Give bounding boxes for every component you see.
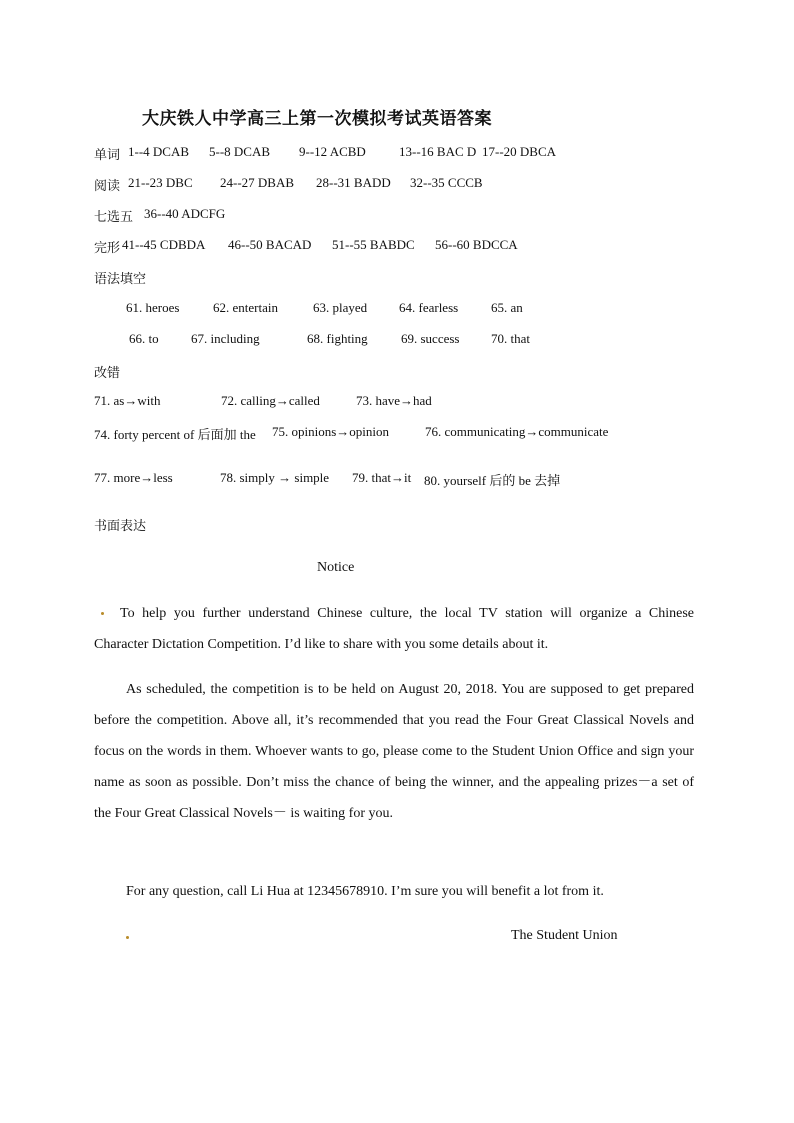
vocab-label: 单词	[94, 148, 121, 163]
grammar-answer: 63. played	[313, 300, 368, 315]
notice-heading: Notice	[317, 560, 355, 575]
grammar-answer: 69. success	[401, 331, 460, 346]
grammar-answer: 70. that	[491, 331, 530, 346]
grammar-answer: 66. to	[129, 331, 159, 346]
reading-label: 阅读	[94, 179, 121, 194]
grammar-answer: 67. including	[191, 331, 260, 346]
reading-answer: 32--35 CCCB	[410, 175, 483, 190]
reading-answer: 28--31 BADD	[316, 175, 391, 190]
cloze-answer: 51--55 BABDC	[332, 237, 415, 252]
notice-signature: The Student Union	[511, 928, 618, 943]
correction-item: 80. yourself 后的 be 去掉	[424, 473, 561, 488]
vocab-answer: 1--4 DCAB	[128, 144, 190, 159]
cloze-answer: 46--50 BACAD	[228, 237, 312, 252]
grammar-answer: 65. an	[491, 300, 523, 315]
correction-item: 73. have→had	[356, 393, 432, 408]
correction-item: 75. opinions→opinion	[272, 424, 390, 439]
vocab-answer: 9--12 ACBD	[299, 144, 366, 159]
correction-label: 改错	[94, 366, 121, 381]
cloze-label: 完形	[94, 241, 121, 256]
notice-paragraph-3: For any question, call Li Hua at 12345678910. I’m sure you will benefit a lot from it.	[126, 884, 604, 899]
grammar-answer: 64. fearless	[399, 300, 459, 315]
correction-item: 71. as→with	[94, 393, 161, 408]
vocab-answer: 5--8 DCAB	[209, 144, 271, 159]
correction-item: 77. more→less	[94, 470, 173, 485]
writing-label: 书面表达	[94, 519, 147, 534]
vocab-answer: 13--16 BAC D	[399, 144, 477, 159]
vocab-answer: 17--20 DBCA	[482, 144, 557, 159]
reading-answer: 21--23 DBC	[128, 175, 193, 190]
grammar-answer: 62. entertain	[213, 300, 278, 315]
correction-item: 76. communicating→communicate	[425, 424, 609, 439]
correction-item: 78. simply → simple	[220, 470, 330, 485]
notice-paragraph-1: To help you further understand Chinese culture, the local TV station will organize a Chinese Character Dictation Competition. I’d like to share with you some details about it.	[94, 606, 694, 652]
grammar-answer: 61. heroes	[126, 300, 180, 315]
grammar-answer: 68. fighting	[307, 331, 368, 346]
correction-item: 74. forty percent of 后面加 the	[94, 427, 256, 442]
cloze-answer: 41--45 CDBDA	[122, 237, 206, 252]
cloze-answer: 56--60 BDCCA	[435, 237, 518, 252]
notice-paragraph-2: As scheduled, the competition is to be held on August 20, 2018. You are supposed to get prepared before the competition. Above all, it’s recommended that you read the Four Great Classical Novels and focus on the words in them. Whoever wants to go, please come to the Student Union Office and sign your name as soon as possible. Don’t miss the chance of being the winner, and the appealing prizes－a set of the Four Great Classical Novels－ is waiting for you.	[94, 682, 694, 821]
correction-item: 79. that→it	[352, 470, 412, 485]
ink-speck	[126, 936, 129, 939]
grammar-label: 语法填空	[94, 272, 147, 287]
reading-answer: 24--27 DBAB	[220, 175, 295, 190]
correction-item: 72. calling→called	[221, 393, 320, 408]
page-title: 大庆铁人中学高三上第一次模拟考试英语答案	[142, 109, 492, 129]
seven-choose-five-label: 七选五	[94, 210, 134, 225]
seven-choose-five-answer: 36--40 ADCFG	[144, 206, 226, 221]
